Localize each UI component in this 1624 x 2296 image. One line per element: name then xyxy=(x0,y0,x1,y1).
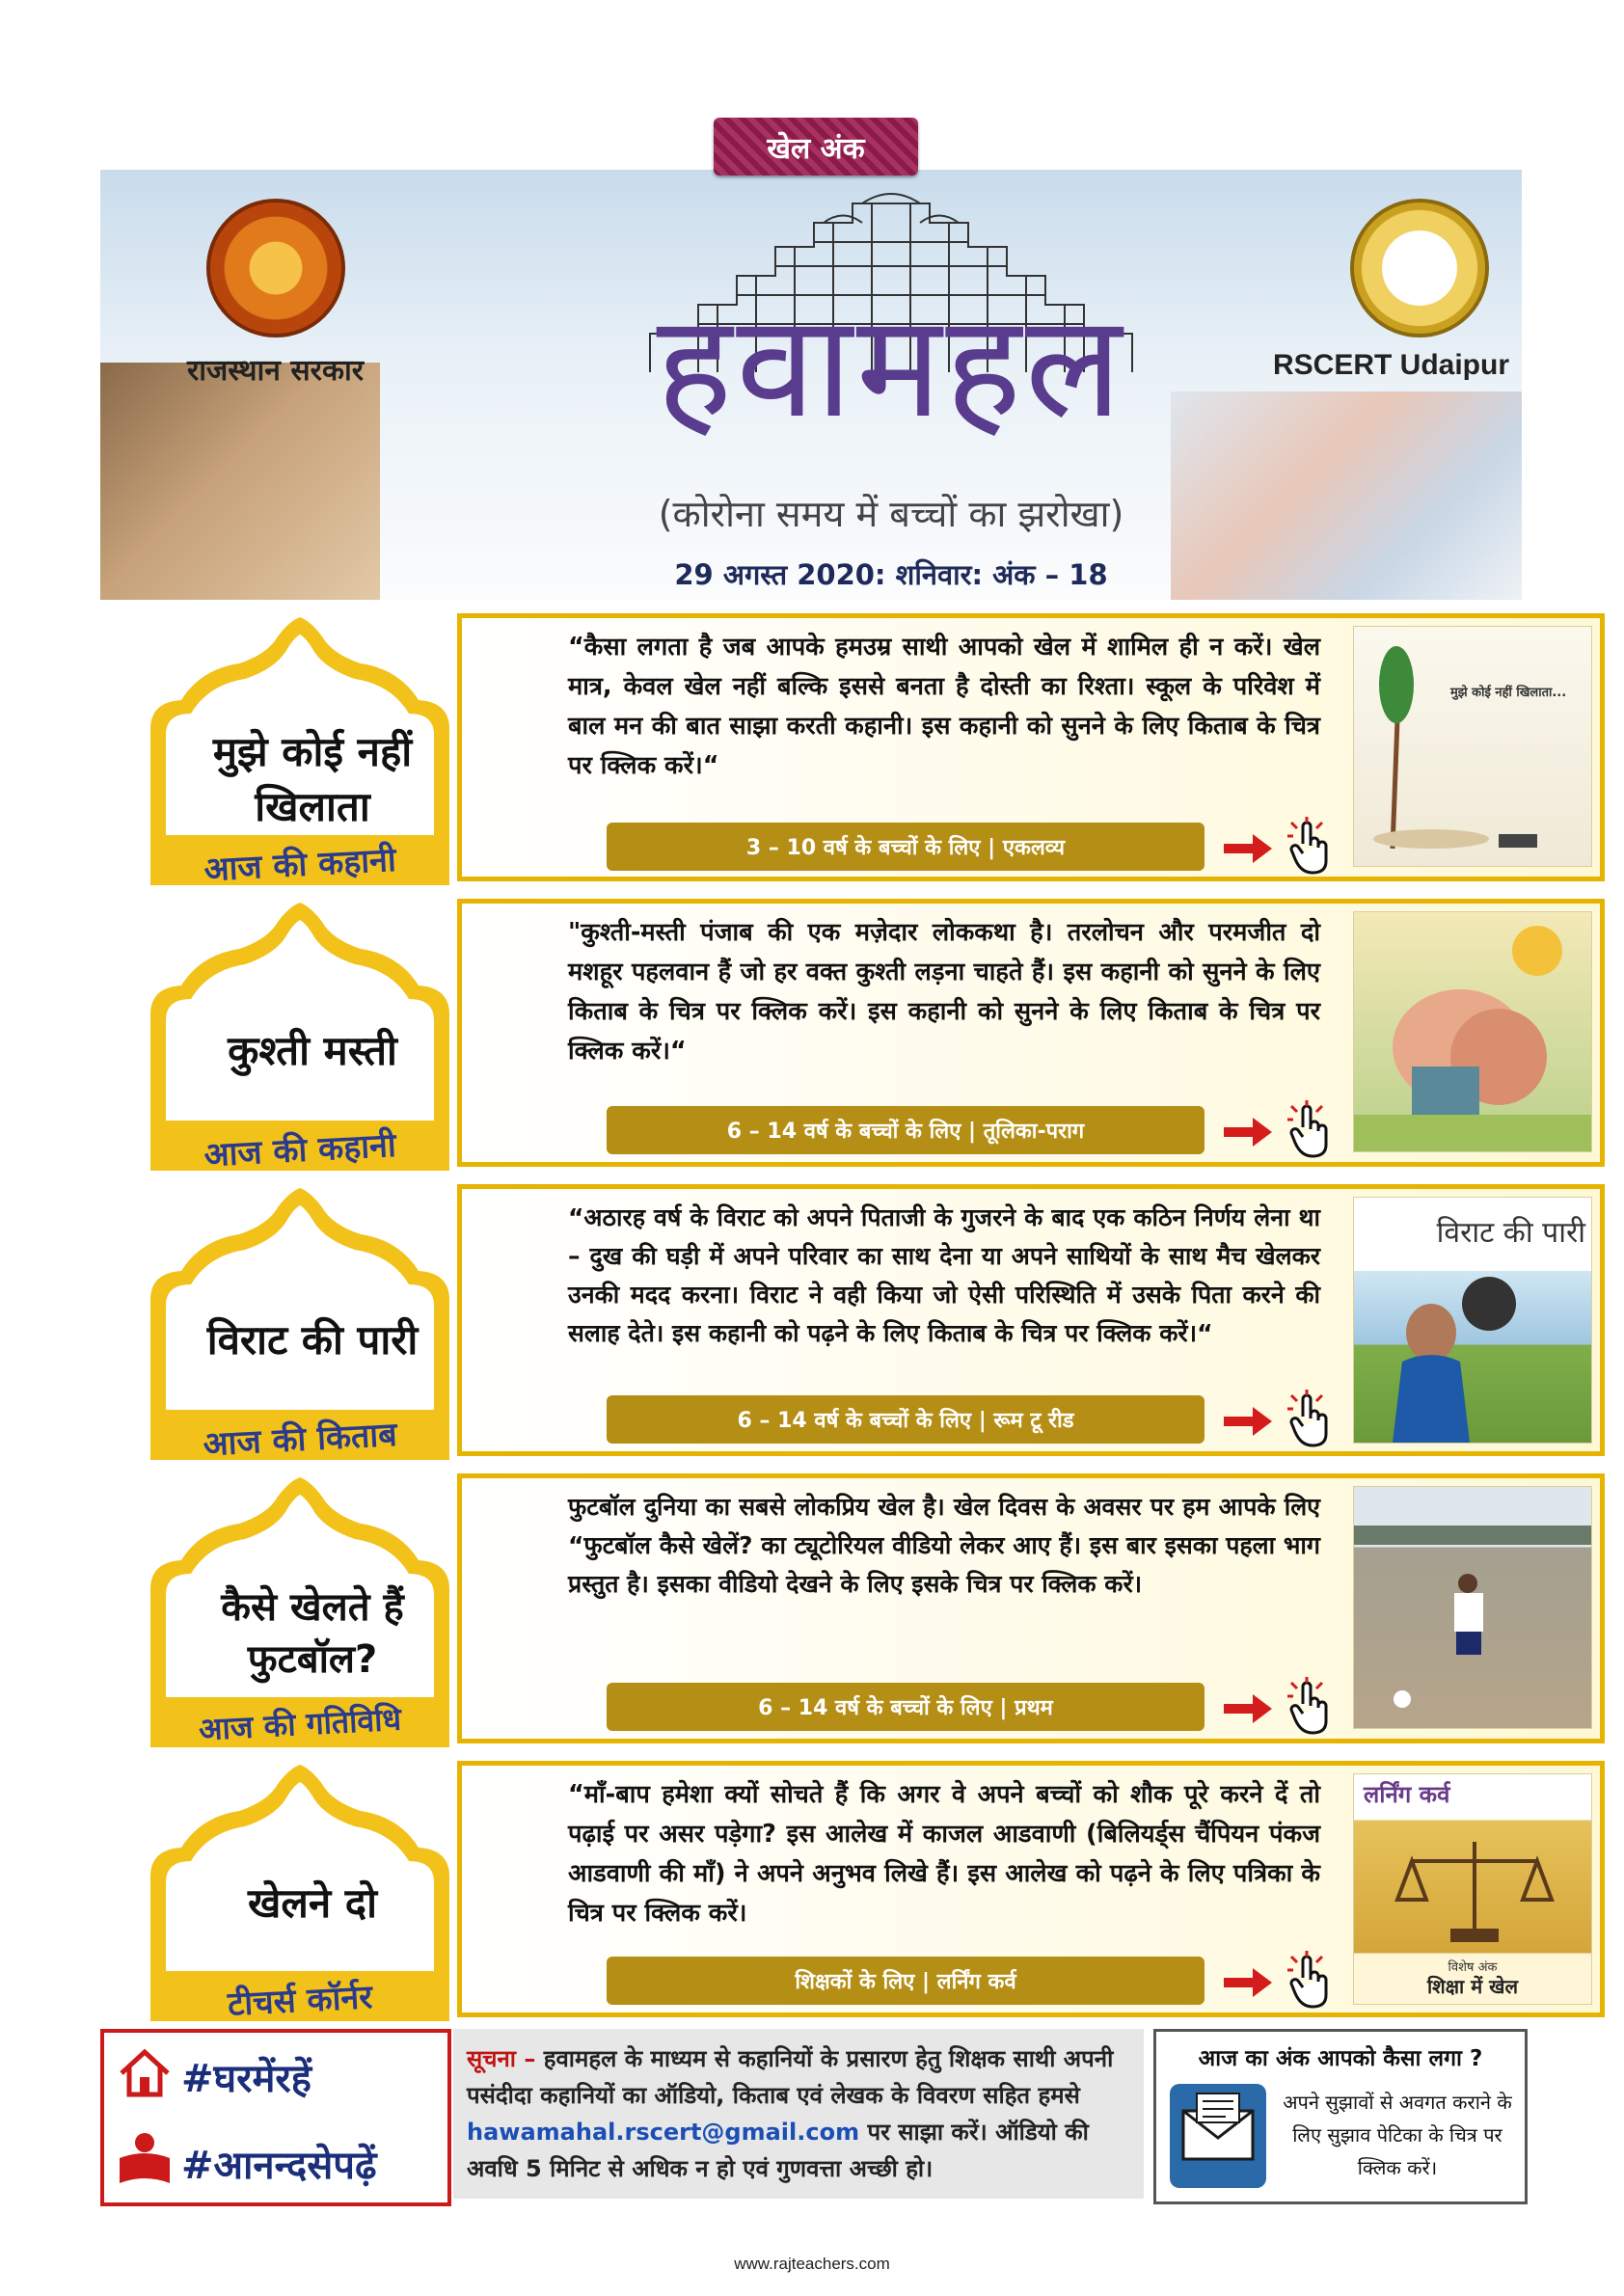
story-description: फुटबॉल दुनिया का सबसे लोकप्रिय खेल है। खेल दिवस के अवसर पर हम आपके लिए “फुटबॉल कैसे खेलें? का ट्यूटोरियल वीडियो लेकर आए हैं। इस बार इसका पहला भाग प्रस्तुत है। इसका वीडियो देखने के लिए इसके चित्र पर क्लिक करें। xyxy=(568,1493,1320,1598)
tap-hand-icon[interactable] xyxy=(1284,1951,1336,2009)
story-description: "कुश्ती-मस्ती पंजाब की एक मज़ेदार लोककथा है। तरलोचन और परमजीत दो मशहूर पहलवान हैं जो हर वक्त कुश्ती लड़ना चाहते हैं। इस कहानी को सुनने के लिए किताब के चित्र पर क्लिक करें। इस कहानी को सुनने के लिए किताब के चित्र पर क्लिक करें।“ xyxy=(568,918,1320,1066)
masthead xyxy=(100,170,1522,600)
story-card xyxy=(457,613,1605,881)
audience-pill: 6 – 14 वर्ष के बच्चों के लिए | प्रथम xyxy=(607,1683,1204,1731)
arch-frame xyxy=(149,613,467,890)
story-description: “अठारह वर्ष के विराट को अपने पिताजी के गुजरने के बाद एक कठिन निर्णय लेना था – दुख की घड़ी में अपने परिवार का साथ देना या अपने साथियों के साथ मैच खेलकर उनकी मदद करना। विराट ने वही किया जो ऐसी परिस्थिति में उसके पिता करने की सलाह देते। इस कहानी को पढ़ने के लिए किताब के चित्र पर क्लिक करें।“ xyxy=(568,1203,1320,1347)
publication-title: हवामहल xyxy=(656,284,1126,449)
story-card xyxy=(457,1184,1605,1456)
story-title: कुश्ती मस्ती xyxy=(228,1027,397,1074)
story-description: “माँ-बाप हमेशा क्यों सोचते हैं कि अगर वे अपने बच्चों को शौक पूरे करने दें तो पढ़ाई पर असर पड़ेगा? इस आलेख में काजल आडवाणी (बिलियर्ड्स चैंपियन पंकज आडवाणी की माँ) ने अपने अनुभव लिखे हैं। इस आलेख को पढ़ने के लिए पत्रिका के चित्र पर क्लिक करें। xyxy=(568,1780,1320,1928)
arch-frame xyxy=(149,899,467,1175)
publication-subtitle: (कोरोना समय में बच्चों का झरोखा) xyxy=(658,493,1124,535)
hashtag-box xyxy=(100,2029,451,2206)
book-cover-image[interactable] xyxy=(1353,911,1592,1152)
home-icon xyxy=(118,2046,172,2100)
arrow-right-icon xyxy=(1222,1116,1274,1148)
rajasthan-govt-emblem-icon xyxy=(206,199,345,338)
book-cover-title: मुझे कोई नहीं खिलाता... xyxy=(1450,686,1567,700)
story-row xyxy=(100,1184,1585,1465)
category-label: आज की कहानी xyxy=(203,1125,397,1175)
audience-pill: 6 – 14 वर्ष के बच्चों के लिए | तूलिका-पराग xyxy=(607,1106,1204,1154)
rscert-logo-icon xyxy=(1350,199,1489,338)
footer-website-url[interactable]: www.rajteachers.com xyxy=(734,2255,890,2273)
tap-hand-icon[interactable] xyxy=(1284,817,1336,875)
contact-email-link[interactable]: hawamahal.rscert@gmail.com xyxy=(467,2119,860,2146)
book-cover-title: विराट की पारी xyxy=(1436,1216,1585,1250)
org-label: RSCERT Udaipur xyxy=(1273,349,1510,381)
story-title: कैसे खेलते हैं फुटबॉल? xyxy=(221,1585,404,1682)
story-row xyxy=(100,613,1567,890)
audience-pill: 3 – 10 वर्ष के बच्चों के लिए | एकलव्य xyxy=(607,823,1204,871)
arrow-right-icon xyxy=(1222,1405,1274,1438)
arch-frame xyxy=(149,1184,467,1465)
hashtag-stay-home: #घरमेंरहें xyxy=(181,2057,312,2101)
story-card xyxy=(457,1473,1605,1743)
arrow-right-icon xyxy=(1222,1692,1274,1725)
tap-hand-icon[interactable] xyxy=(1284,1677,1336,1735)
issue-date-line: 29 अगस्त 2020: शनिवार: अंक – 18 xyxy=(674,558,1108,591)
gov-label: राजस्थान सरकार xyxy=(187,354,365,388)
audience-pill: शिक्षकों के लिए | लर्निंग कर्व xyxy=(607,1957,1204,2005)
balance-scale-icon xyxy=(1393,1832,1556,1948)
story-card xyxy=(457,1761,1605,2017)
children-reading-photo xyxy=(100,363,380,600)
magazine-special-label: विशेष अंक xyxy=(1448,1960,1498,1975)
book-cover-image[interactable] xyxy=(1353,626,1592,867)
wrestlers-illustration-icon xyxy=(1354,912,1591,1151)
category-label: आज की कहानी xyxy=(203,840,397,890)
arrow-right-icon xyxy=(1222,1966,1274,1999)
feedback-box xyxy=(1153,2029,1528,2204)
story-title: विराट की पारी xyxy=(206,1316,419,1364)
notice-text xyxy=(467,2040,1132,2187)
category-label: टीचर्स कॉर्नर xyxy=(227,1978,374,2024)
magazine-issue-theme: शिक्षा में खेल xyxy=(1426,1975,1519,1998)
tap-hand-icon[interactable] xyxy=(1284,1390,1336,1447)
tap-hand-icon[interactable] xyxy=(1284,1100,1336,1158)
story-card xyxy=(457,899,1605,1167)
issue-tag: खेल अंक xyxy=(714,118,918,176)
suggestion-mail-icon[interactable] xyxy=(1168,2082,1268,2190)
magazine-title: लर्निंग कर्व xyxy=(1364,1781,1450,1808)
notice-keyword: सूचना – xyxy=(467,2045,536,2072)
tree-illustration-icon xyxy=(1354,627,1591,866)
notice-box xyxy=(453,2029,1144,2199)
cricketer-illustration-icon xyxy=(1354,1256,1591,1443)
arrow-right-icon xyxy=(1222,832,1274,865)
feedback-instruction: अपने सुझावों से अवगत कराने के लिए सुझाव पेटिका के चित्र पर क्लिक करें। xyxy=(1283,2091,1512,2179)
audience-pill: 6 – 14 वर्ष के बच्चों के लिए | रूम टू रीड xyxy=(607,1395,1204,1444)
story-row xyxy=(100,1473,1522,1747)
story-row xyxy=(100,899,1522,1175)
football-player-illustration-icon xyxy=(1354,1487,1591,1728)
hashtag-read-happily: #आनन्दसेपढ़ें xyxy=(181,2144,377,2188)
notice-body: हवामहल के माध्यम से कहानियों के प्रसारण हेतु शिक्षक साथी अपनी पसंदीदा कहानियों का ऑडियो, किताब एवं लेखक के विवरण सहित हमसे xyxy=(467,2045,1114,2109)
feedback-title: आज का अंक आपको कैसा लगा ? xyxy=(1198,2046,1483,2071)
football-video-thumbnail[interactable] xyxy=(1353,1486,1592,1729)
reading-child-icon xyxy=(116,2129,174,2187)
story-title: खेलने दो xyxy=(248,1879,377,1927)
category-label: आज की किताब xyxy=(202,1415,398,1465)
story-row xyxy=(100,1761,1522,2024)
arch-frame xyxy=(149,1761,467,2024)
notice-body-end: पर साझा करें। ऑडियो की अवधि 5 मिनिट से अधिक न हो एवं गुणवत्ता अच्छी हो। xyxy=(467,2119,1089,2182)
book-cover-image[interactable] xyxy=(1353,1197,1592,1444)
arch-frame xyxy=(149,1473,467,1747)
story-description: “कैसा लगता है जब आपके हमउम्र साथी आपको खेल में शामिल ही न करें। खेल मात्र, केवल खेल नहीं बल्कि इससे बनता है दोस्ती का रिश्ता। स्कूल के परिवेश में बाल मन की बात साझा करती कहानी। इस कहानी को सुनने के लिए किताब के चित्र पर क्लिक करें।“ xyxy=(568,633,1320,780)
category-label: आज की गतिविधि xyxy=(198,1700,402,1748)
magazine-cover-image[interactable] xyxy=(1353,1773,1592,2005)
story-title: मुझे कोई नहीं खिलाता xyxy=(212,728,413,830)
